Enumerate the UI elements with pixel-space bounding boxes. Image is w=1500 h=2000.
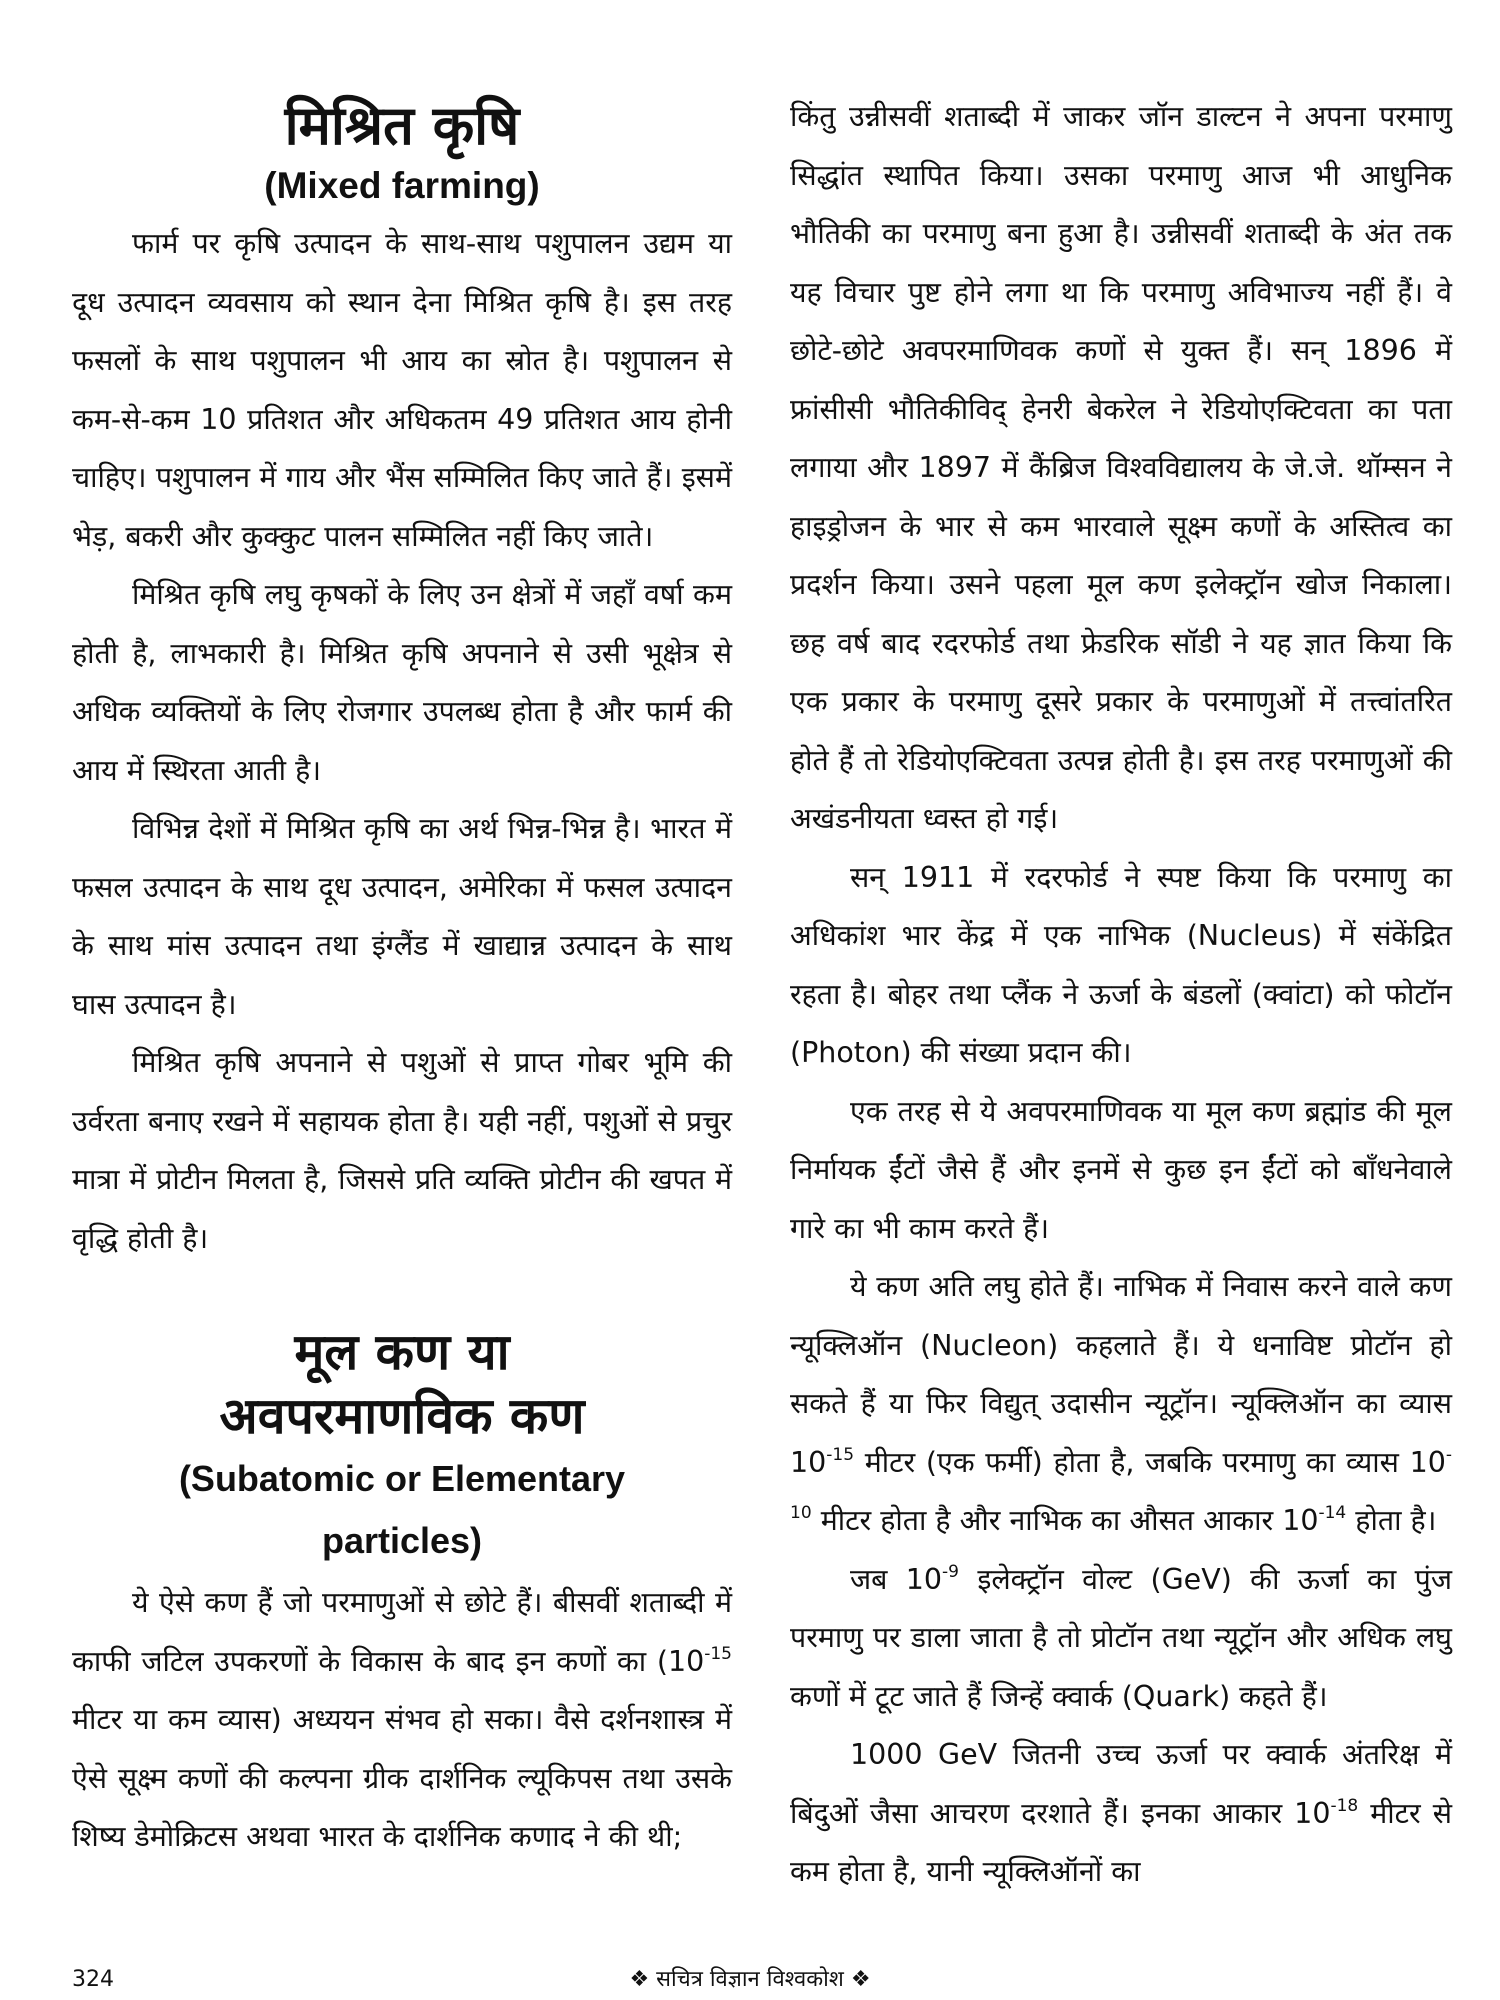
paragraph-quark: जब $10^{-9}$ इलेक्ट्रॉन वोल्ट (GeV) की ऊर्जा का पुंज परमाणु पर डाला जाता है तो प्रोटॉन तथा न्यूट्रॉन और अधिक लघु कणों में टूट जाते हैं जिन्हें क्वार्क (Quark) कहते हैं। [790,1561,1452,1713]
paragraph-mixed-farming-2: मिश्रित कृषि लघु कृषकों के लिए उन क्षेत्रों में जहाँ वर्षा कम होती है, लाभकारी है। मिश्रित कृषि अपनाने से उसी भूक्षेत्र से अधिक व्यक्तियों के लिए रोजगार उपलब्ध होता है और फार्म की आय में स्थिरता आती है। [72,578,732,787]
page-footer [0,1965,1500,1995]
paragraph-mixed-farming-3: विभिन्न देशों में मिश्रित कृषि का अर्थ भिन्न-भिन्न है। भारत में फसल उत्पादन के साथ दूध उत्पादन, अमेरिका में फसल उत्पादन के साथ मांस उत्पादन तथा इंग्लैंड में खाद्यान्न उत्पादन के साथ घास उत्पादन है। [72,812,732,1021]
book-title: ❖ सचित्र विज्ञान विश्वकोश ❖ [629,1967,871,1992]
heading-mixed-farming-hindi: मिश्रित कृषि [284,94,520,157]
paragraph-rutherford: सन् 1911 में रदरफोर्ड ने स्पष्ट किया कि परमाणु का अधिकांश भार केंद्र में एक नाभिक (Nucleus) में संकेंद्रित रहता है। बोहर तथा प्लैंक ने ऊर्जा के बंडलों (क्वांटा) को फोटॉन (Photon) की संख्या प्रदान की। [790,860,1452,1069]
right-column [790,88,1452,1902]
left-column [72,95,732,1867]
paragraph-high-energy: 1000 GeV जितनी उच्च ऊर्जा पर क्वार्क अंतरिक्ष में बिंदुओं जैसा आचरण दरशाते हैं। इनका आकार $10^{-18}$ मीटर से कम होता है, यानी न्यूक्लिऑनों का [790,1738,1452,1888]
paragraph-building-blocks: एक तरह से ये अवपरमाणिवक या मूल कण ब्रह्मांड की मूल निर्मायक ईंटों जैसे हैं और इनमें से कुछ इन ईंटों को बाँधनेवाले गारे का भी काम करते हैं। [790,1094,1452,1245]
paragraph-dalton: किंतु उन्नीसवीं शताब्दी में जाकर जॉन डाल्टन ने अपना परमाणु सिद्धांत स्थापित किया। उसका परमाणु आज भी आधुनिक भौतिकी का परमाणु बना हुआ है। उन्नीसवीं शताब्दी के अंत तक यह विचार पुष्ट होने लगा था कि परमाणु अविभाज्य नहीं हैं। वे छोटे-छोटे अवपरमाणिवक कणों से युक्त हैं। सन् 1896 में फ्रांसीसी भौतिकीविद् हेनरी बेकरेल ने रेडियोएक्टिवता का पता लगाया और 1897 में कैंब्रिज विश्वविद्यालय के जे.जे. थॉम्सन ने हाइड्रोजन के भार से कम भारवाले सूक्ष्म कणों के अस्तित्व का प्रदर्शन किया। उसने पहला मूल कण इलेक्ट्रॉन खोज निकाला। छह वर्ष बाद रदरफोर्ड तथा फ्रेडरिक सॉडी ने यह ज्ञात किया कि एक प्रकार के परमाणु दूसरे प्रकार के परमाणुओं में तत्त्वांतरित होते हैं तो रेडियोएक्टिवता उत्पन्न होती है। इस तरह परमाणुओं की अखंडनीयता ध्वस्त हो गई। [790,100,1452,835]
heading-subatomic-hindi-line2: अवपरमाणविक कण [219,1387,585,1445]
page-number: 324 [72,1967,114,1992]
heading-subatomic-english [72,1448,732,1572]
heading-subatomic-english-line1: (Subatomic or Elementary [178,1458,626,1499]
heading-subatomic-hindi-line1: मूल कण या [294,1323,510,1381]
paragraph-mixed-farming-4: मिश्रित कृषि अपनाने से पशुओं से प्राप्त गोबर भूमि की उर्वरता बनाए रखने में सहायक होता है। यही नहीं, पशुओं से प्रचुर मात्रा में प्रोटीन मिलता है, जिससे प्रति व्यक्ति प्रोटीन की खपत में वृद्धि होती है। [72,1046,732,1255]
heading-subatomic-english-line2: particles) [321,1520,483,1561]
paragraph-mixed-farming-1: फार्म पर कृषि उत्पादन के साथ-साथ पशुपालन उद्यम या दूध उत्पादन व्यवसाय को स्थान देना मिश्रित कृषि है। इस तरह फसलों के साथ पशुपालन भी आय का स्रोत है। पशुपालन से कम-से-कम 10 प्रतिशत और अधिकतम 49 प्रतिशत आय होनी चाहिए। पशुपालन में गाय और भैंस सम्मिलित किए जाते हैं। इसमें भेड़, बकरी और कुक्कुट पालन सम्मिलित नहीं किए जाते। [72,227,732,553]
paragraph-subatomic-1: ये ऐसे कण हैं जो परमाणुओं से छोटे हैं। बीसवीं शताब्दी में काफी जटिल उपकरणों के विकास के बाद इन कणों का ($10^{-15}$ मीटर या कम व्यास) अध्ययन संभव हो सका। वैसे दर्शनशास्त्र में ऐसे सूक्ष्म कणों की कल्पना ग्रीक दार्शनिक ल्यूकिपस तथा उसके शिष्य डेमोक्रिटस अथवा भारत के दार्शनिक कणाद ने की थी; [72,1586,732,1853]
heading-mixed-farming-english: (Mixed farming) [264,165,540,206]
heading-subatomic-hindi [72,1320,732,1448]
paragraph-nucleon: ये कण अति लघु होते हैं। नाभिक में निवास करने वाले कण न्यूक्लिऑन (Nucleon) कहलाते हैं। ये धनाविष्ट प्रोटॉन हो सकते हैं या फिर विद्युत् उदासीन न्यूट्रॉन। न्यूक्लिऑन का व्यास $10^{-15}$ मीटर (एक फर्मी) होता है, जबकि परमाणु का व्यास $10^{-10}$ मीटर होता है और नाभिक का औसत आकार $10^{-14}$ होता है। [790,1270,1452,1537]
